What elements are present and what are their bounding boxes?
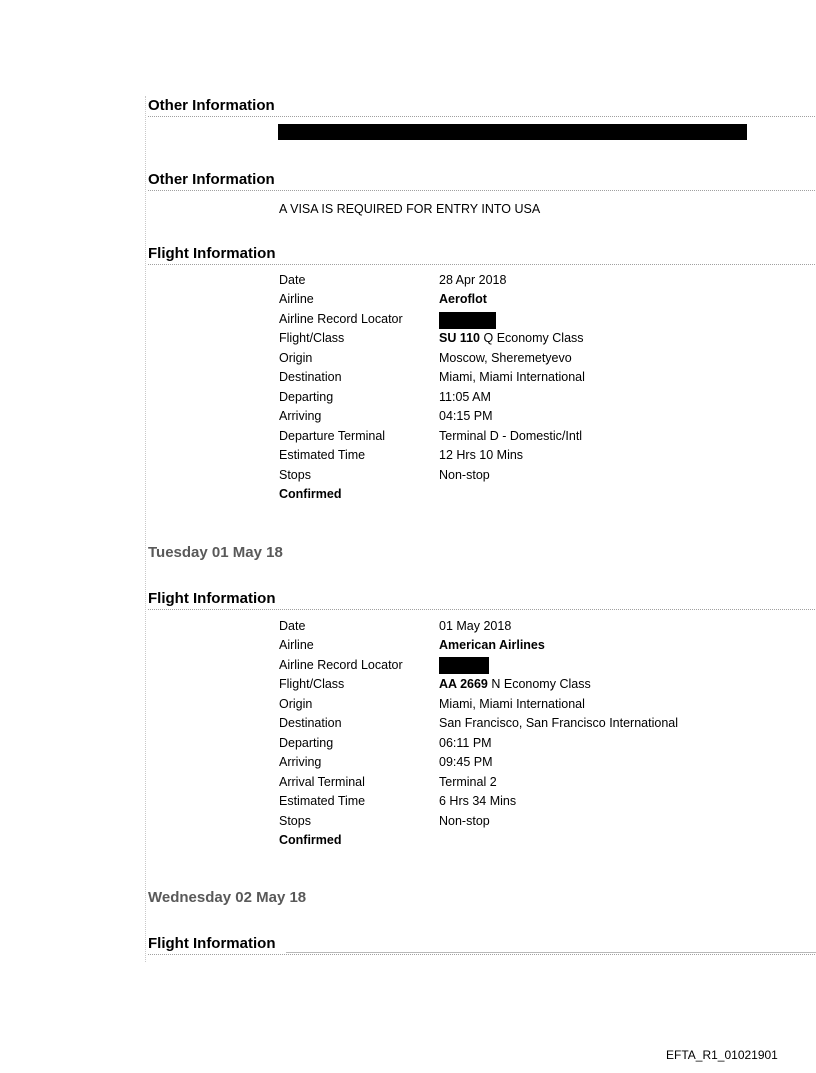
field-value: Miami, Miami International xyxy=(439,370,585,384)
field-label: Flight/Class xyxy=(279,677,345,691)
field-label: Airline Record Locator xyxy=(279,658,403,672)
section-rule xyxy=(286,952,816,953)
flight-information-header xyxy=(148,244,816,265)
field-label: Destination xyxy=(279,716,342,730)
fare-class: Q Economy Class xyxy=(483,331,584,345)
other-information-header xyxy=(148,96,816,117)
field-label: Arriving xyxy=(279,409,322,423)
field-label: Stops xyxy=(279,468,311,482)
redaction-block xyxy=(278,124,747,140)
booking-status: Confirmed xyxy=(279,487,342,501)
redaction-block xyxy=(439,657,489,674)
field-value: San Francisco, San Francisco International xyxy=(439,716,679,730)
flight-information-header xyxy=(148,934,816,955)
field-value: Terminal 2 xyxy=(439,775,497,789)
field-value: 11:05 AM xyxy=(439,390,491,404)
booking-status: Confirmed xyxy=(279,833,342,847)
itinerary-document xyxy=(145,96,816,962)
field-value: Terminal D - Domestic/Intl xyxy=(439,429,583,443)
visa-note: A VISA IS REQUIRED FOR ENTRY INTO USA xyxy=(279,202,541,216)
field-value: Non-stop xyxy=(439,468,490,482)
field-label: Departing xyxy=(279,390,334,404)
field-value: 06:11 PM xyxy=(439,736,492,750)
section-title: Flight Information xyxy=(148,590,276,607)
field-value: 01 May 2018 xyxy=(439,619,512,633)
flight-number: SU 110 xyxy=(439,331,481,345)
field-value: Aeroflot xyxy=(439,292,487,306)
flight-number: AA 2669 xyxy=(439,677,488,691)
section-title: Other Information xyxy=(148,171,275,188)
section-title: Flight Information xyxy=(148,245,276,262)
field-label: Origin xyxy=(279,351,313,365)
field-label: Flight/Class xyxy=(279,331,345,345)
field-value: 28 Apr 2018 xyxy=(439,273,507,287)
field-value: Moscow, Sheremetyevo xyxy=(439,351,572,365)
field-label: Arriving xyxy=(279,755,322,769)
field-value: Non-stop xyxy=(439,814,490,828)
day-header: Tuesday 01 May 18 xyxy=(148,544,283,561)
day-header: Wednesday 02 May 18 xyxy=(148,889,307,906)
field-label: Origin xyxy=(279,697,313,711)
field-label: Airline xyxy=(279,292,314,306)
field-label: Airline xyxy=(279,638,314,652)
field-value xyxy=(439,675,591,694)
field-label: Departure Terminal xyxy=(279,429,386,443)
field-value: American Airlines xyxy=(439,638,545,652)
document-id: EFTA_R1_01021901 xyxy=(666,1048,778,1062)
section-title: Other Information xyxy=(148,97,275,114)
fare-class: N Economy Class xyxy=(491,677,591,691)
field-label: Destination xyxy=(279,370,342,384)
field-label: Stops xyxy=(279,814,311,828)
field-value: 09:45 PM xyxy=(439,755,493,769)
field-label: Date xyxy=(279,619,306,633)
section-title: Flight Information xyxy=(148,935,276,952)
flight-information-header xyxy=(148,589,816,610)
other-information-header xyxy=(148,170,816,191)
field-value: 6 Hrs 34 Mins xyxy=(439,794,517,808)
field-value xyxy=(439,329,584,348)
field-label: Airline Record Locator xyxy=(279,312,403,326)
field-value: 12 Hrs 10 Mins xyxy=(439,448,524,462)
field-label: Arrival Terminal xyxy=(279,775,365,789)
field-value: Miami, Miami International xyxy=(439,697,585,711)
field-label: Departing xyxy=(279,736,334,750)
redaction-block xyxy=(439,312,496,329)
field-label: Estimated Time xyxy=(279,448,366,462)
field-label: Date xyxy=(279,273,306,287)
field-value: 04:15 PM xyxy=(439,409,493,423)
field-label: Estimated Time xyxy=(279,794,366,808)
